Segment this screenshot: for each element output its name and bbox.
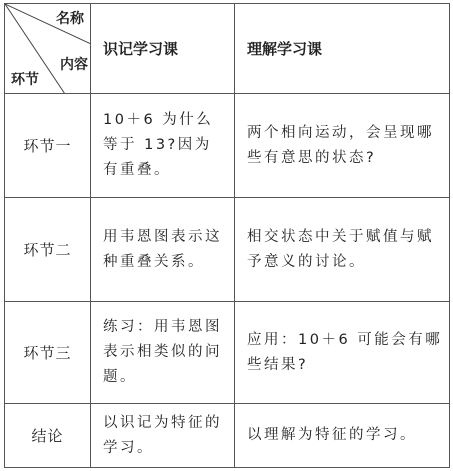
cell-memorization: 练习：用韦恩图表示相类似的问题。: [91, 302, 235, 404]
cell-understanding: 两个相向运动，会呈现哪些有意思的状态?: [235, 94, 450, 198]
column-header-memorization: 识记学习课: [91, 4, 235, 94]
cell-memorization: 用韦恩图表示这种重叠关系。: [91, 198, 235, 302]
corner-label-stage: 环节: [11, 72, 39, 88]
corner-label-name: 名称: [56, 11, 84, 27]
comparison-table: [4, 3, 450, 468]
row-label: 结论: [5, 404, 91, 468]
cell-memorization: 以识记为特征的学习。: [91, 404, 235, 468]
cell-understanding: 应用：10＋6 可能会有哪些结果?: [235, 302, 450, 404]
row-label: 环节三: [5, 302, 91, 404]
corner-header-cell: [5, 4, 91, 94]
cell-memorization: 10＋6 为什么等于 13?因为有重叠。: [91, 94, 235, 198]
table-row: [5, 302, 450, 404]
cell-understanding: 以理解为特征的学习。: [235, 404, 450, 468]
row-label: 环节一: [5, 94, 91, 198]
cell-understanding: 相交状态中关于赋值与赋予意义的讨论。: [235, 198, 450, 302]
table-row: [5, 198, 450, 302]
column-header-understanding: 理解学习课: [235, 4, 450, 94]
row-label: 环节二: [5, 198, 91, 302]
table-row: [5, 404, 450, 468]
corner-label-content: 内容: [60, 57, 88, 73]
header-row: [5, 4, 450, 94]
table-row: [5, 94, 450, 198]
